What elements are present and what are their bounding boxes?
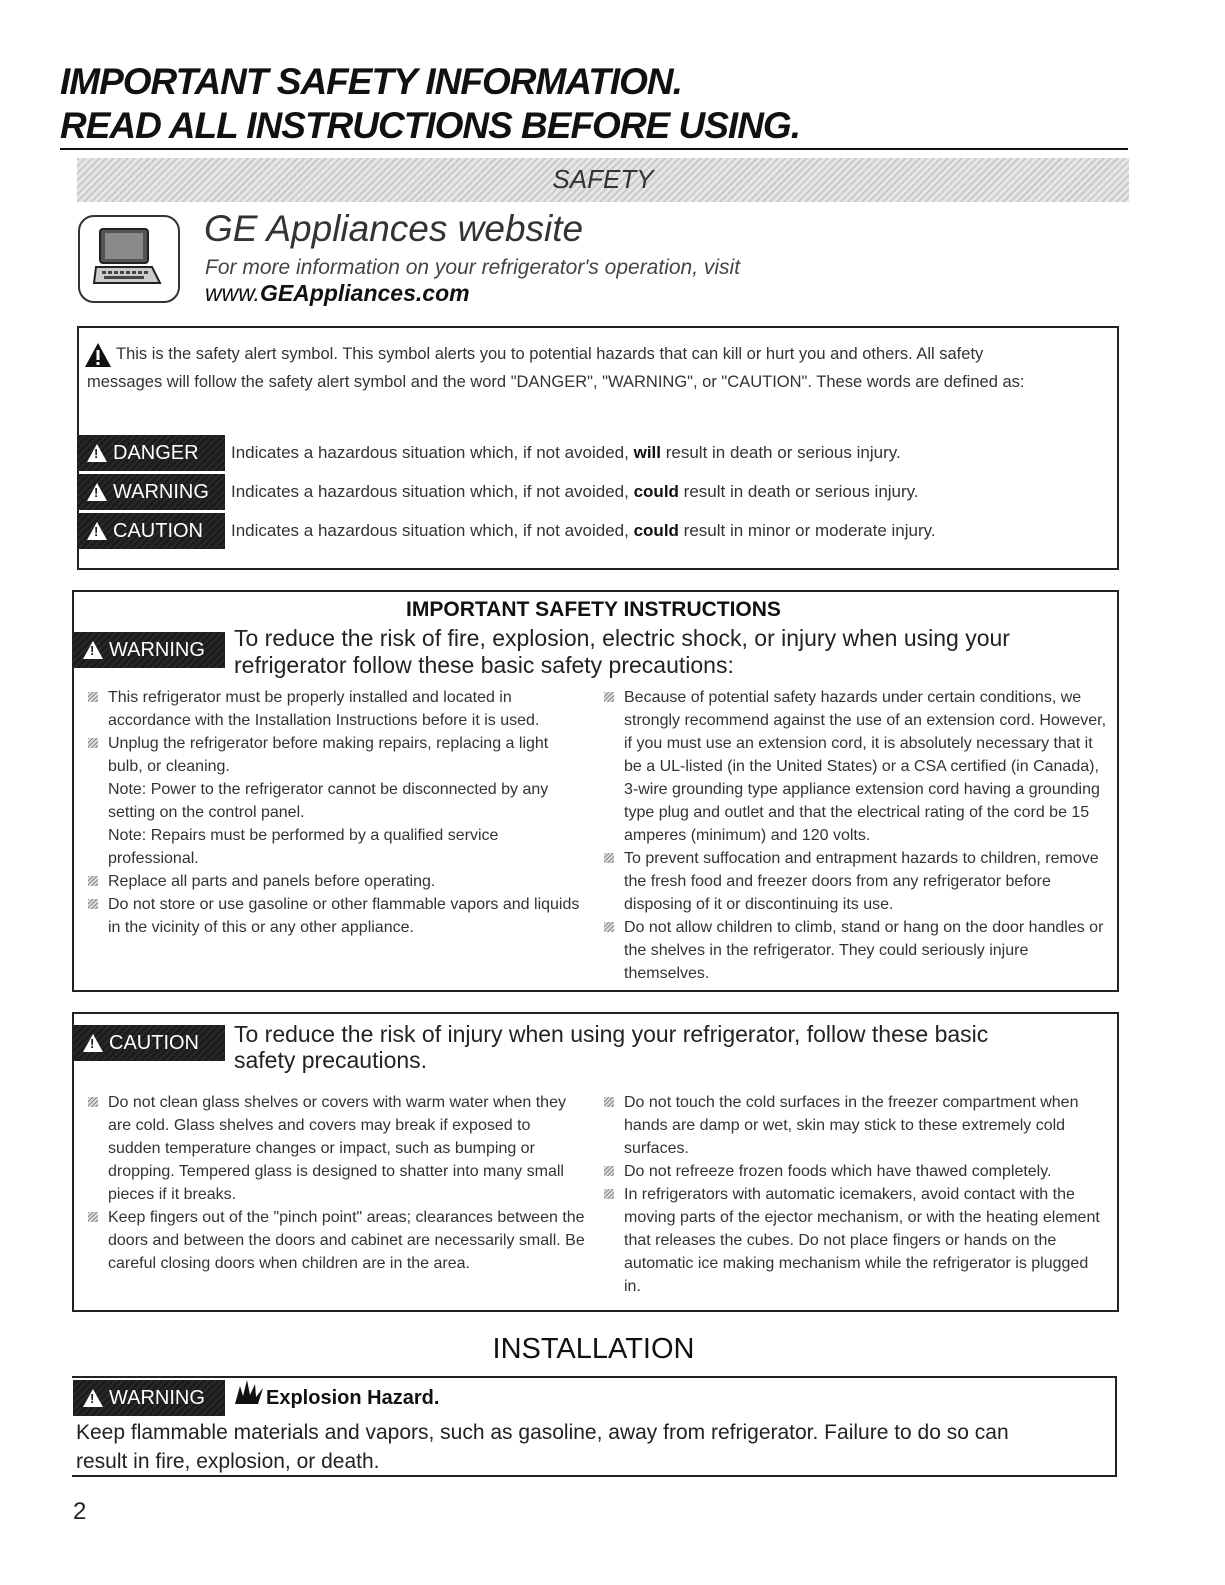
warning-definition (231, 482, 919, 502)
list-item (592, 916, 1108, 985)
caution-definition-pre: Indicates a hazardous situation which, if not avoided, (231, 521, 634, 540)
list-item (76, 732, 586, 870)
heading-rule (60, 148, 1128, 150)
alert-text-line-1: This is the safety alert symbol. This symbol alerts you to potential hazards that can kill or hurt you and others. All safety (116, 345, 984, 363)
instructions-warning-badge (73, 632, 225, 668)
list-item-text: Do not refreeze frozen foods which have thawed completely. (624, 1163, 1052, 1180)
list-item-text: To prevent suffocation and entrapment hazards to children, remove the fresh food and freezer doors from any refrigerator before disposing of it or discontinuing its use. (624, 850, 1099, 913)
safety-bar-label: SAFETY (552, 164, 654, 194)
list-item (592, 1160, 1108, 1183)
list-item (592, 1091, 1108, 1160)
danger-signal-badge (77, 435, 225, 471)
caution-intro-line-1: To reduce the risk of injury when using your refrigerator, follow these basic (234, 1021, 989, 1047)
list-item (76, 870, 586, 893)
caution-right-list (592, 1091, 1108, 1298)
instructions-left-list (76, 686, 586, 939)
warning-word: WARNING (113, 480, 209, 503)
instructions-right-list (592, 686, 1108, 985)
list-item-text: Do not allow children to climb, stand or hang on the door handles or the shelves in the refrigerator. They could seriously injure themselves. (624, 919, 1104, 982)
warning-definition-post: result in death or serious injury. (678, 482, 919, 501)
list-item-text: Do not store or use gasoline or other flammable vapors and liquids in the vicinity of this or any other appliance. (108, 896, 580, 936)
warning-triangle-icon (87, 444, 107, 462)
list-item-text: Keep fingers out of the "pinch point" areas; clearances between the doors and between the doors and cabinet are necessarily small. Be careful closing doors when children are in the area. (108, 1209, 585, 1272)
warning-triangle-icon (87, 483, 107, 501)
safety-instructions-title: IMPORTANT SAFETY INSTRUCTIONS (406, 598, 781, 621)
note-text: Note: Power to the refrigerator cannot be disconnected by any setting on the control panel. (108, 781, 549, 821)
warning-triangle-icon (87, 522, 107, 540)
note-text: Note: Repairs must be performed by a qualified service professional. (108, 827, 499, 867)
list-item-text: Replace all parts and panels before operating. (108, 873, 436, 890)
page-number: 2 (73, 1498, 87, 1525)
website-description: For more information on your refrigerator's operation, visit (205, 256, 741, 279)
safety-section-bar (77, 158, 1129, 202)
caution-left-list (76, 1091, 586, 1275)
caution-badge-word: CAUTION (109, 1031, 199, 1054)
list-item (592, 1183, 1108, 1298)
installation-warning-word: WARNING (109, 1386, 205, 1409)
instructions-intro-line-2: refrigerator follow these basic safety precautions: (234, 652, 734, 678)
caution-definition (231, 521, 936, 541)
alert-text-line-2: messages will follow the safety alert symbol and the word "DANGER", "WARNING", or "CAUTION". These words are defined as: (87, 373, 1025, 391)
warning-signal-badge (77, 474, 225, 510)
caution-word: CAUTION (113, 519, 203, 542)
website-title: GE Appliances website (204, 208, 584, 249)
instructions-intro-line-1: To reduce the risk of fire, explosion, electric shock, or injury when using your (234, 625, 1010, 651)
list-item (592, 686, 1108, 847)
instructions-warning-word: WARNING (109, 638, 205, 661)
caution-intro-line-2: safety precautions. (234, 1047, 428, 1073)
installation-warning-line-2: result in fire, explosion, or death. (76, 1450, 380, 1473)
danger-definition-key: will (633, 443, 661, 462)
list-item-text: Because of potential safety hazards under certain conditions, we strongly recommend against the use of an extension cord. However, if you must use an extension cord, it is absolutely necessary that it be a UL-listed (in the United States) or a CSA certified (in Canada), 3-wire grounding type appliance extension cord having a grounding type plug and outlet and that the electrical rating of the cord be 15 amperes (minimum) and 120 volts. (624, 689, 1107, 844)
list-item-text: Do not touch the cold surfaces in the freezer compartment when hands are damp or wet, skin may stick to these extremely cold surfaces. (624, 1094, 1079, 1157)
warning-triangle-icon (83, 1034, 103, 1052)
danger-definition-post: result in death or serious injury. (661, 443, 901, 462)
page-heading-line-1: IMPORTANT SAFETY INFORMATION. (60, 61, 682, 102)
laptop-icon (78, 215, 180, 303)
website-url-prefix: www. (205, 280, 260, 306)
website-url-domain: GEAppliances.com (259, 280, 470, 306)
explosion-hazard-label: Explosion Hazard. (266, 1387, 440, 1409)
danger-word: DANGER (113, 441, 199, 464)
installation-warning-line-1: Keep flammable materials and vapors, such as gasoline, away from refrigerator. Failure to do so can (76, 1421, 1009, 1444)
warning-triangle-icon (83, 1389, 103, 1407)
list-item (76, 1091, 586, 1206)
page-heading-line-2: READ ALL INSTRUCTIONS BEFORE USING. (60, 105, 800, 146)
explosion-icon (232, 1378, 266, 1413)
installation-title: INSTALLATION (492, 1333, 695, 1365)
caution-definition-post: result in minor or moderate injury. (678, 521, 936, 540)
danger-definition-pre: Indicates a hazardous situation which, if not avoided, (231, 443, 634, 462)
website-link[interactable] (205, 280, 470, 307)
safety-alert-symbol-icon (84, 342, 112, 373)
list-item-text: Do not clean glass shelves or covers with warm water when they are cold. Glass shelves and covers may break if exposed to sudden temperature changes or impact, such as bumping or dropping. Tempered glass is designed to shatter into many small pieces if it breaks. (108, 1094, 566, 1203)
caution-signal-badge (77, 513, 225, 549)
caution-definition-key: could (633, 521, 679, 540)
warning-definition-key: could (633, 482, 679, 501)
warning-definition-pre: Indicates a hazardous situation which, if not avoided, (231, 482, 634, 501)
list-item-text: This refrigerator must be properly installed and located in accordance with the Installation Instructions before it is used. (108, 689, 540, 729)
list-item (76, 686, 586, 732)
installation-warning-badge (73, 1380, 225, 1416)
list-item-text: In refrigerators with automatic icemakers, avoid contact with the moving parts of the ejector mechanism, or with the heating element that releases the cubes. Do not place fingers or hands on the automatic ice making mechanism while the refrigerator is plugged in. (624, 1186, 1100, 1295)
danger-definition (231, 443, 901, 463)
warning-triangle-icon (83, 641, 103, 659)
list-item (76, 1206, 586, 1275)
caution-badge (73, 1025, 225, 1061)
list-item (592, 847, 1108, 916)
list-item-text: Unplug the refrigerator before making repairs, replacing a light bulb, or cleaning. (108, 735, 549, 775)
list-item (76, 893, 586, 939)
